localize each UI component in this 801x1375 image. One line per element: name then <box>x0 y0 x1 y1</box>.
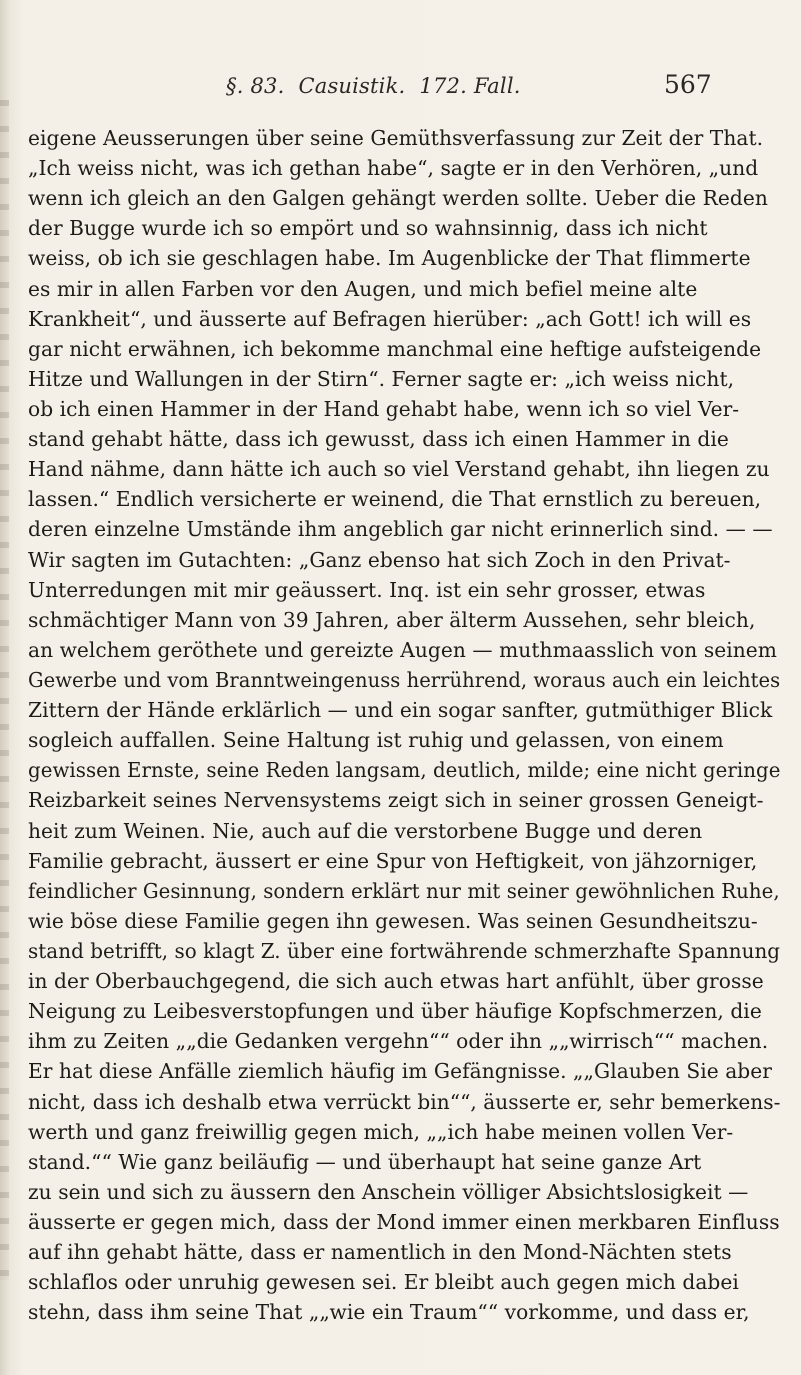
text-line: werth und ganz freiwillig gegen mich, „„ich habe meinen vollen Ver- <box>28 1119 734 1144</box>
text-line: äusserte er gegen mich, dass der Mond immer einen merkbaren Einfluss <box>28 1209 780 1234</box>
text-line: in der Oberbauchgegend, die sich auch etwas hart anfühlt, über grosse <box>28 969 764 994</box>
text-line: eigene Aeusserungen über seine Gemüthsverfassung zur Zeit der That. <box>28 126 764 150</box>
text-line: es mir in allen Farben vor den Augen, und mich befiel meine alte <box>28 276 698 301</box>
text-line: sogleich auffallen. Seine Haltung ist ruhig und gelassen, von einem <box>28 728 724 753</box>
text-line: an welchem geröthete und gereizte Augen — muthmaasslich von seinem <box>28 637 777 662</box>
text-line: feindlicher Gesinnung, sondern erklärt nur mit seiner gewöhnlichen Ruhe, <box>28 878 780 903</box>
text-line: Familie gebracht, äussert er eine Spur von Heftigkeit, von jähzorniger, <box>28 848 758 873</box>
section-number: §. 83. <box>226 74 285 98</box>
text-line: Neigung zu Leibesverstopfungen und über häufige Kopfschmerzen, die <box>28 999 762 1024</box>
text-line: wenn ich gleich an den Galgen gehängt werden sollte. Ueber die Reden <box>28 186 768 211</box>
text-line: stand.““ Wie ganz beiläufig — und überhaupt hat seine ganze Art <box>28 1149 702 1174</box>
text-line: Reizbarkeit seines Nervensystems zeigt sich in seiner grossen Geneigt- <box>28 788 764 813</box>
text-line: Krankheit“, und äusserte auf Befragen hierüber: „ach Gott! ich will es <box>28 306 752 331</box>
text-line: gewissen Ernste, seine Reden langsam, deutlich, milde; eine nicht geringe <box>28 758 781 783</box>
text-line: schlaflos oder unruhig gewesen sei. Er bleibt auch gegen mich dabei <box>28 1270 739 1295</box>
text-line: nicht, dass ich deshalb etwa verrückt bin““, äusserte er, sehr bemerkens- <box>28 1089 781 1114</box>
text-line: stand betrifft, so klagt Z. über eine fortwährende schmerzhafte Spannung <box>28 938 781 963</box>
text-line: Wir sagten im Gutachten: „Ganz ebenso hat sich Zoch in den Privat- <box>28 547 731 572</box>
text-line: deren einzelne Umstände ihm angeblich gar nicht erinnerlich sind. — — <box>28 517 773 542</box>
text-line: schmächtiger Mann von 39 Jahren, aber älterm Aussehen, sehr bleich, <box>28 607 756 632</box>
text-line: Zittern der Hände erklärlich — und ein sogar sanfter, gutmüthiger Blick <box>28 698 773 723</box>
text-line: heit zum Weinen. Nie, auch auf die verstorbene Bugge und deren <box>28 818 703 843</box>
text-line: Hitze und Wallungen in der Stirn“. Ferner sagte er: „ich weiss nicht, <box>28 366 735 391</box>
text-line: gar nicht erwähnen, ich bekomme manchmal eine heftige aufsteigende <box>28 336 762 361</box>
text-line: zu sein und sich zu äussern den Anschein völliger Absichtslosigkeit — <box>28 1179 749 1204</box>
text-line: Er hat diese Anfälle ziemlich häufig im Gefängnisse. „„Glauben Sie aber <box>28 1059 772 1084</box>
text-line: auf ihn gehabt hätte, dass er namentlich in den Mond-Nächten stets <box>28 1240 732 1265</box>
text-line: der Bugge wurde ich so empört und so wahnsinnig, dass ich nicht <box>28 216 708 241</box>
text-line: stehn, dass ihm seine That „„wie ein Traum““ vorkomme, und dass er, <box>28 1300 750 1325</box>
text-line: „Ich weiss nicht, was ich gethan habe“, sagte er in den Verhören, „und <box>28 156 759 181</box>
body-text <box>28 123 780 1327</box>
page-gutter-shadow <box>0 100 9 1280</box>
text-line: Hand nähme, dann hätte ich auch so viel Verstand gehabt, ihn liegen zu <box>28 457 770 482</box>
text-line: stand gehabt hätte, dass ich gewusst, dass ich einen Hammer in die <box>28 427 729 452</box>
text-line: lassen.“ Endlich versicherte er weinend, die That ernstlich zu bereuen, <box>28 487 762 512</box>
text-line: ihm zu Zeiten „„die Gedanken vergehn““ oder ihn „„wirrisch““ machen. <box>28 1029 769 1054</box>
text-line: Unterredungen mit mir geäussert. Inq. ist ein sehr grosser, etwas <box>28 577 706 602</box>
case-number: 172. Fall. <box>419 74 521 98</box>
text-line: wie böse diese Familie gegen ihn gewesen. Was seinen Gesundheitszu- <box>28 908 758 933</box>
page-number: 567 <box>664 70 712 99</box>
chapter-title: Casuistik. <box>298 74 406 98</box>
text-line: Gewerbe und vom Branntweingenuss herrührend, woraus auch ein leichtes <box>28 667 781 692</box>
page-header <box>0 66 801 106</box>
text-line: weiss, ob ich sie geschlagen habe. Im Augenblicke der That flimmerte <box>28 246 751 271</box>
text-line: ob ich einen Hammer in der Hand gehabt habe, wenn ich so viel Ver- <box>28 396 740 421</box>
running-head <box>226 74 521 98</box>
